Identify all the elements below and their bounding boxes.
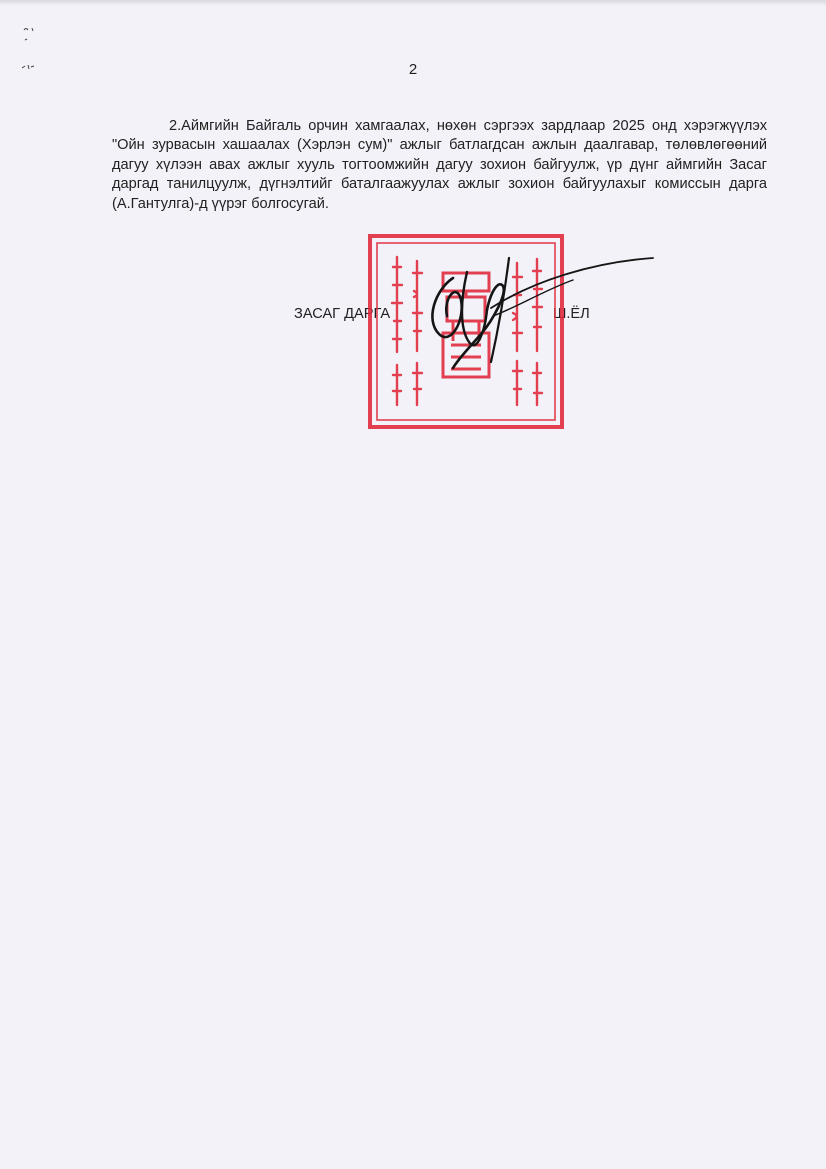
resolution-paragraph: 2.Аймгийн Байгаль орчин хамгаалах, нөхөн сэргээх зардлаар 2025 онд хэрэгжүүлэх "Ойн зурвасын хашаалах (Хэрлэн сум)" ажлыг батлагдсан ажлын даалгавар, төлөвлөгөөний дагуу хүлээн авах ажлыг хууль тогтоомжийн дагуу зохион байгуулж, үр дүнг аймгийн Засаг даргад танилцуулж, дүгнэлтийг баталгаажуулах ажлыг зохион байгуулахыг комиссын дарга (А.Гантулга)-д үүрэг болгосугай. xyxy=(112,118,767,212)
handwritten-signature-icon xyxy=(395,250,657,378)
signatory-name: Ш.ЁЛ xyxy=(553,306,590,322)
scan-edge-shadow xyxy=(0,0,826,6)
signatory-title: ЗАСАГ ДАРГА xyxy=(294,306,391,322)
page-number: 2 xyxy=(408,61,418,78)
